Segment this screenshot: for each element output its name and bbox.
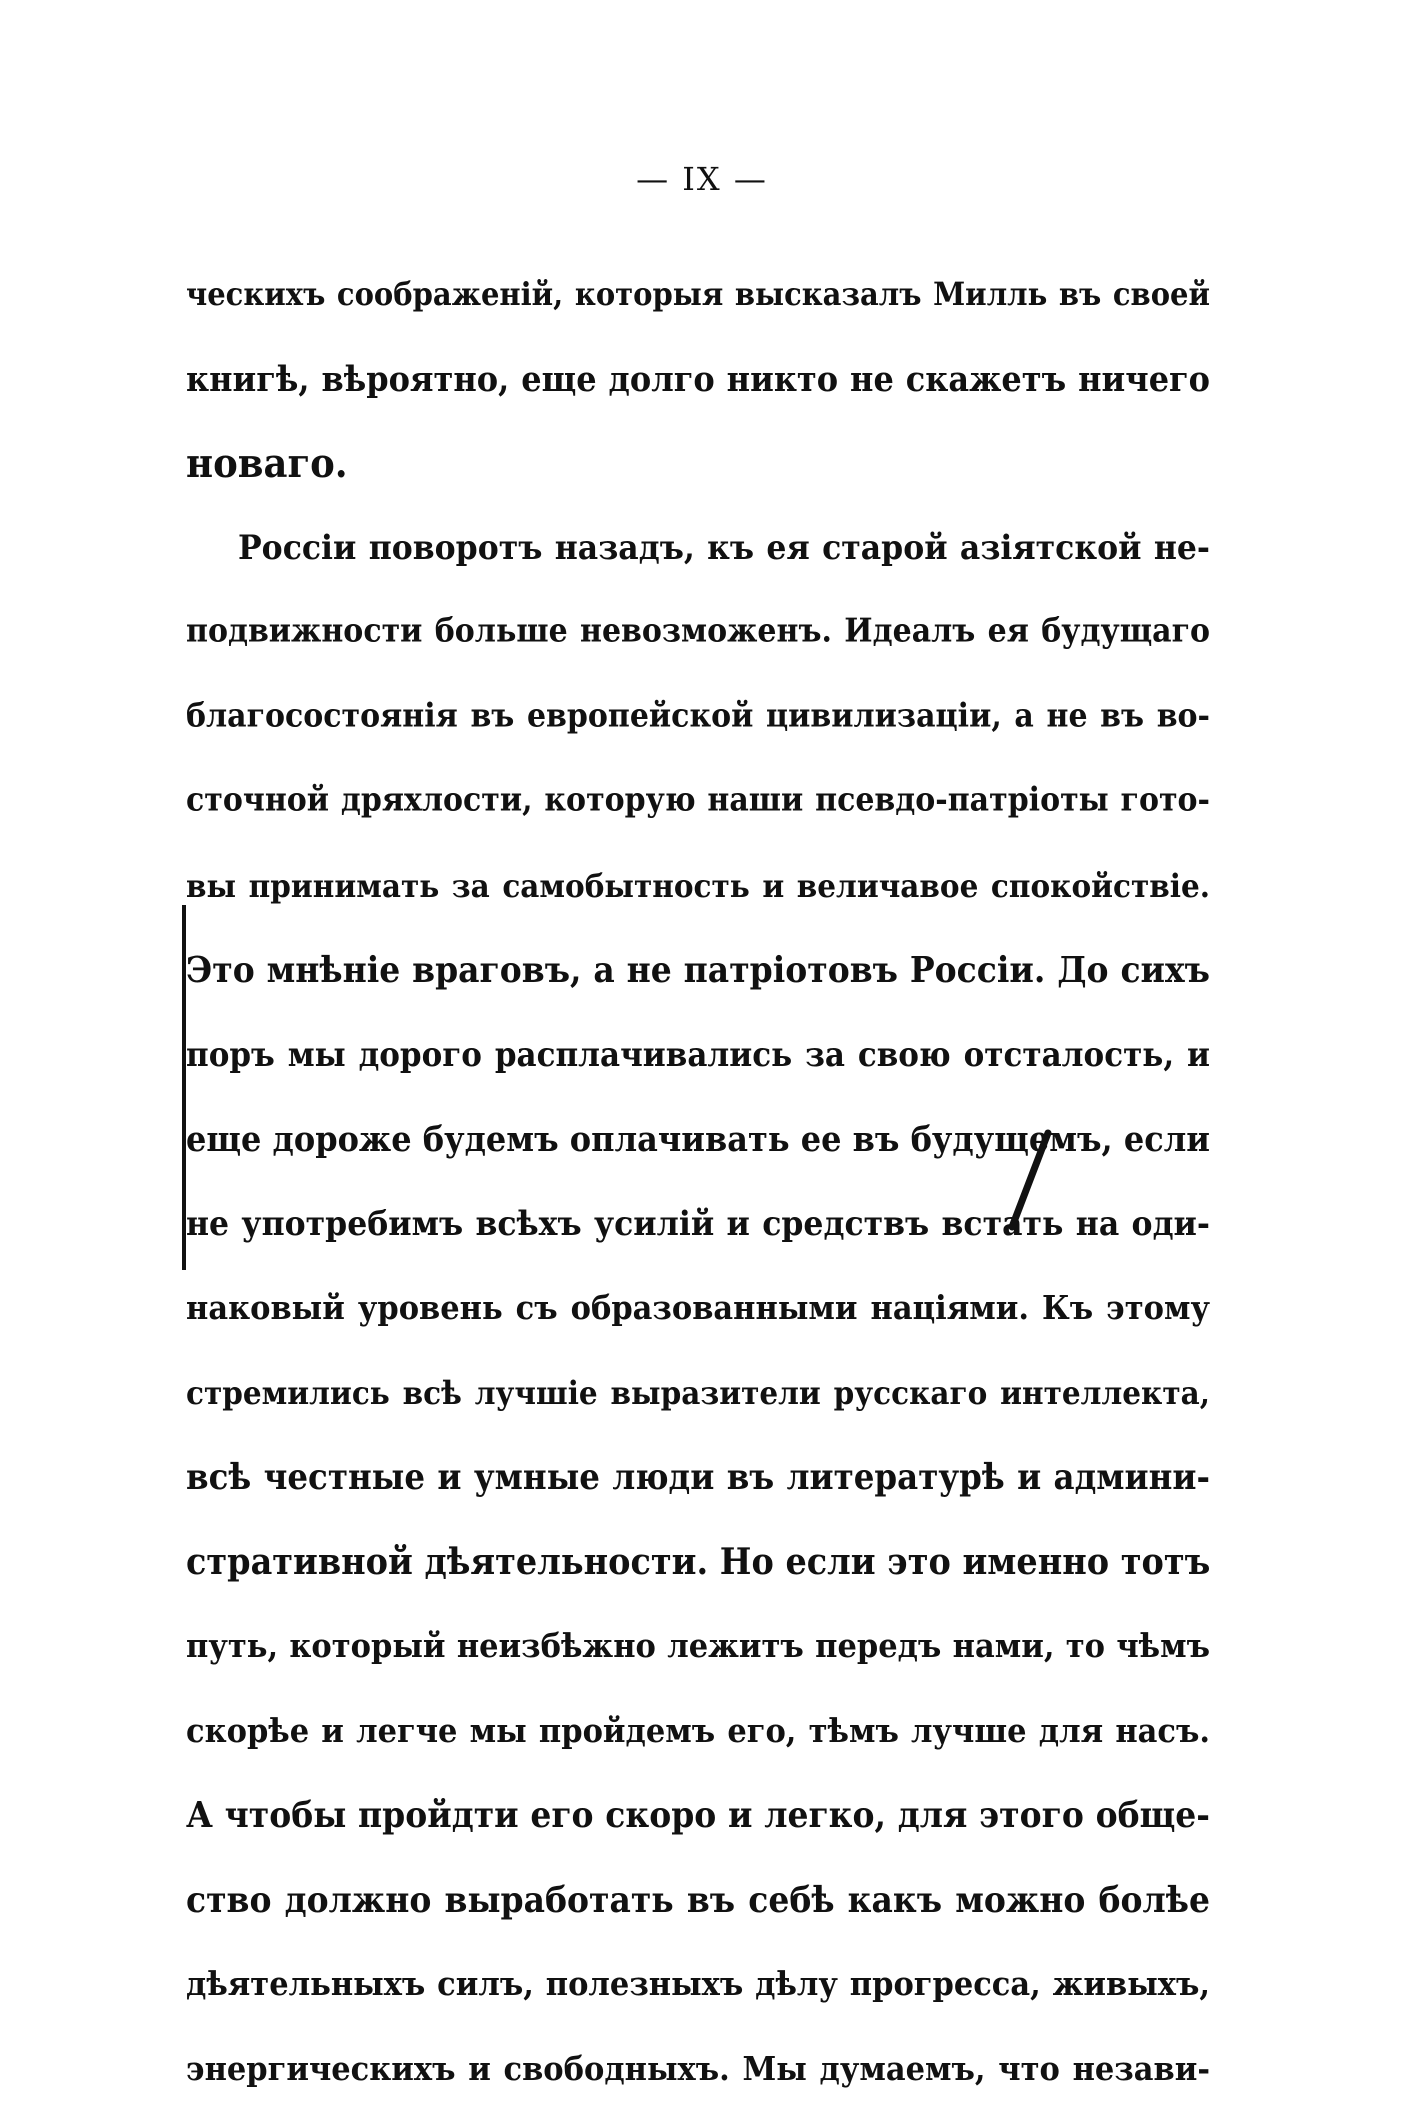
text-line: подвижности больше невозможенъ. Идеалъ ея будущаго	[186, 612, 1210, 651]
text-line: поръ мы дорого расплачивались за свою отсталость, и	[186, 1035, 1210, 1074]
text-line: путь, который неизбѣжно лежитъ передъ нами, то чѣмъ	[186, 1626, 1210, 1666]
handwritten-slash-mark	[1000, 1125, 1060, 1235]
text-line: Это мнѣніе враговъ, а не патріотовъ Россіи. До сихъ	[186, 948, 1210, 991]
text-line: стративной дѣятельности. Но если это именно тотъ	[186, 1539, 1211, 1582]
text-line: всѣ честные и умные люди въ литературѣ и админи-	[186, 1455, 1210, 1498]
text-line: еще дороже будемъ оплачивать ее въ будущемъ, если	[186, 1118, 1210, 1160]
text-line: ческихъ соображеній, которыя высказалъ Милль въ своей	[186, 275, 1210, 313]
margin-marking-bar	[182, 905, 186, 1270]
text-line: А чтобы пройдти его скоро и легко, для этого обще-	[186, 1793, 1210, 1836]
text-line: энергическихъ и свободныхъ. Мы думаемъ, что незави-	[186, 2049, 1210, 2088]
text-line: благосостоянія въ европейской цивилизаціи, а не въ во-	[186, 697, 1210, 735]
text-line: новаго.	[186, 439, 348, 487]
text-line: Россіи поворотъ назадъ, къ ея старой азіятской не-	[238, 526, 1210, 567]
text-line: стремились всѣ лучшіе выразители русскаго интеллекта,	[186, 1373, 1210, 1411]
text-line: скорѣе и легче мы пройдемъ его, тѣмъ лучше для насъ.	[186, 1711, 1210, 1750]
text-line: наковый уровень съ образованными націями. Къ этому	[186, 1288, 1210, 1328]
text-line: ство должно выработать въ себѣ какъ можно болѣе	[186, 1877, 1210, 1920]
text-line: дѣятельныхъ силъ, полезныхъ дѣлу прогресса, живыхъ,	[186, 1964, 1210, 2004]
text-line: сточной дряхлости, которую наши псевдо-патріоты гото-	[186, 781, 1210, 820]
page-number-header: — IX —	[636, 160, 768, 198]
text-line: не употребимъ всѣхъ усилій и средствъ встать на оди-	[186, 1202, 1210, 1243]
text-line: книгѣ, вѣроятно, еще долго никто не скажетъ ничего	[186, 357, 1210, 399]
text-line: вы принимать за самобытность и величавое спокойствіе.	[186, 866, 1210, 904]
